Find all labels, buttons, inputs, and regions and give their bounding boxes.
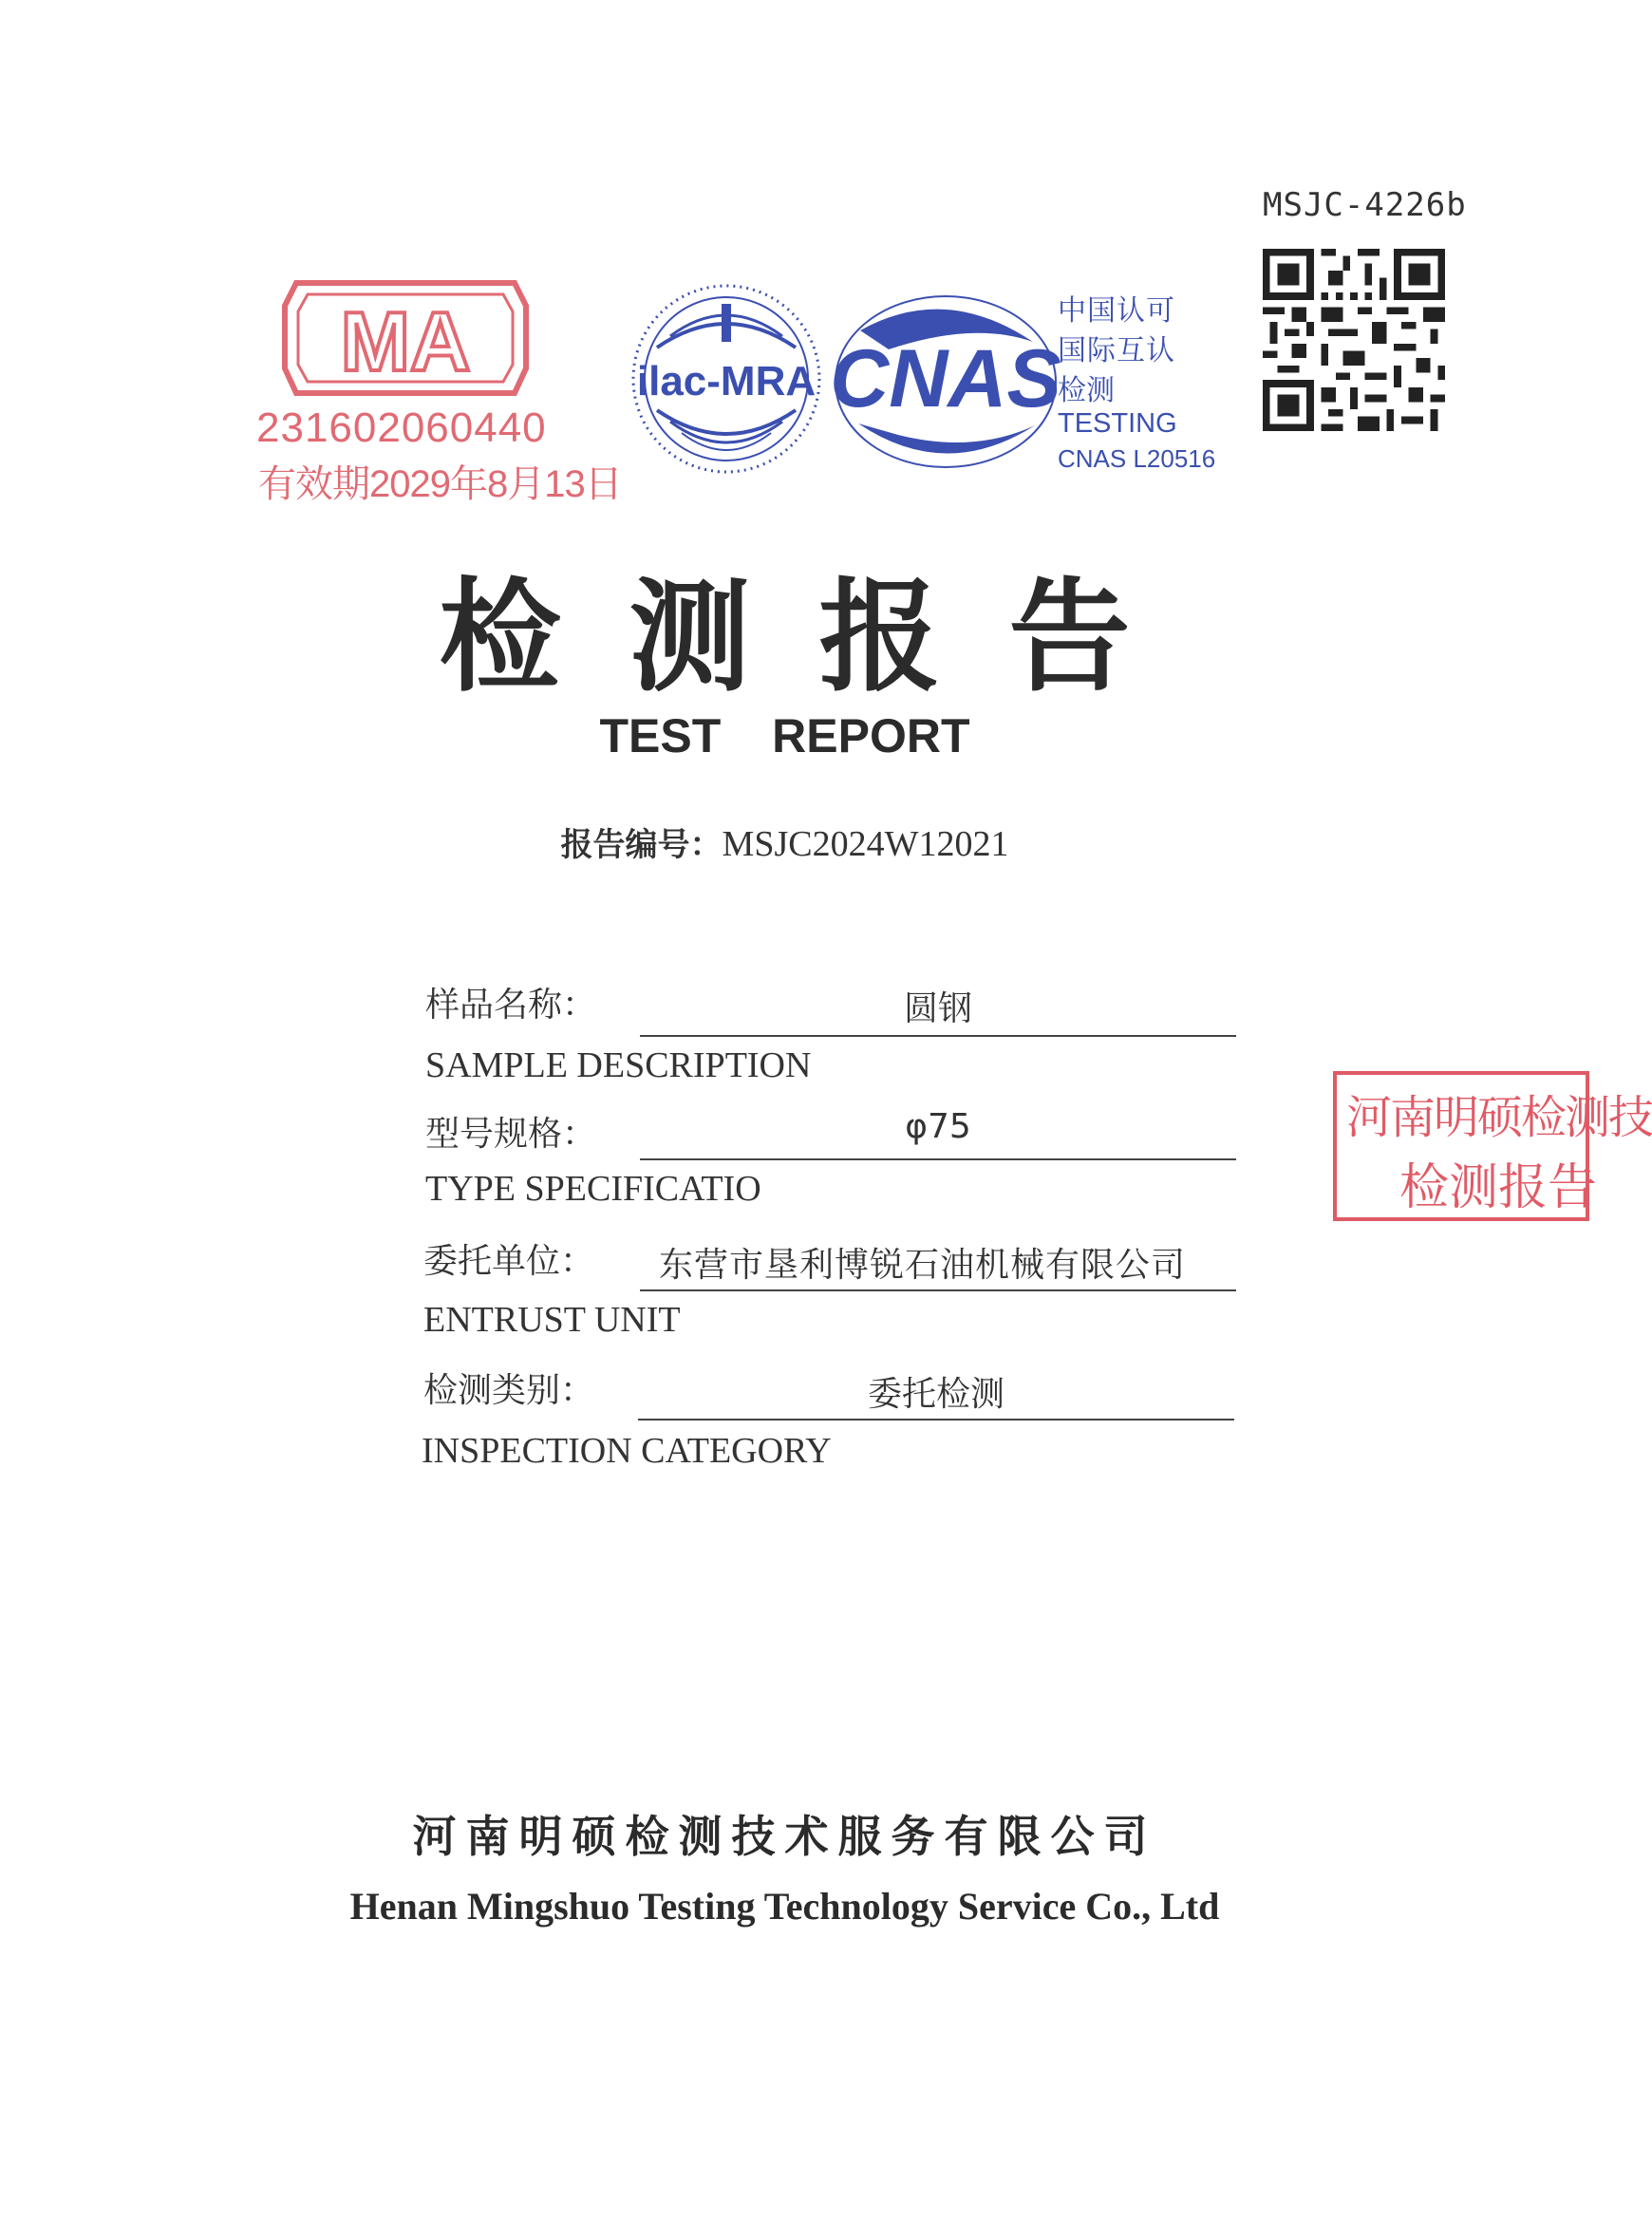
stamp-report-text: 检测报告 bbox=[1399, 1159, 1598, 1216]
ma-logo-text: MA bbox=[340, 294, 471, 388]
type-underline bbox=[640, 1158, 1236, 1160]
cnas-text-testing-cn: 检测 bbox=[1058, 375, 1115, 406]
sample-value: 圆钢 bbox=[903, 989, 972, 1028]
cnas-text-mutual: 国际互认 bbox=[1058, 335, 1175, 367]
ma-certificate-number: 231602060440 bbox=[256, 404, 547, 451]
ma-validity-date: 有效期2029年8月13日 bbox=[258, 463, 622, 505]
sample-label-en: SAMPLE DESCRIPTION bbox=[425, 1045, 812, 1085]
category-label-en: INSPECTION CATEGORY bbox=[422, 1431, 832, 1471]
category-underline bbox=[638, 1419, 1234, 1420]
type-label: 型号规格： bbox=[425, 1115, 597, 1154]
type-value: φ75 bbox=[905, 1107, 971, 1146]
cnas-logo bbox=[832, 292, 1060, 471]
entrust-value: 东营市垦利博锐石油机械有限公司 bbox=[659, 1246, 1187, 1285]
ilac-logo-text: ilac-MRA bbox=[636, 358, 817, 404]
category-value: 委托检测 bbox=[867, 1375, 1004, 1414]
report-number-value: MSJC2024W12021 bbox=[722, 824, 1009, 864]
page-title-cn: 检测报告 bbox=[439, 566, 1199, 708]
sample-underline bbox=[640, 1035, 1236, 1037]
entrust-label: 委托单位： bbox=[423, 1242, 595, 1281]
document-code: MSJC-4226b bbox=[1263, 186, 1467, 224]
stamp-company-text: 河南明硕检测技 bbox=[1346, 1091, 1652, 1144]
cnas-text-recognition: 中国认可 bbox=[1058, 295, 1175, 327]
cnas-logo-text: CNAS bbox=[830, 333, 1061, 424]
company-name-en: Henan Mingshuo Testing Technology Service Co., Ltd bbox=[349, 1885, 1220, 1928]
company-seal-stamp bbox=[1333, 1071, 1652, 1221]
page-title-en: TEST REPORT bbox=[599, 709, 970, 762]
qr-code-icon bbox=[1263, 249, 1445, 431]
sample-label: 样品名称： bbox=[425, 986, 597, 1025]
entrust-label-en: ENTRUST UNIT bbox=[423, 1300, 681, 1340]
entrust-underline bbox=[640, 1289, 1236, 1291]
cnas-accreditation-number: CNAS L20516 bbox=[1058, 444, 1216, 473]
type-label-en: TYPE SPECIFICATIO bbox=[425, 1169, 761, 1209]
ilac-mra-logo bbox=[629, 281, 824, 477]
report-number bbox=[0, 818, 1569, 865]
category-label: 检测类别： bbox=[423, 1371, 595, 1410]
cnas-text-testing-en: TESTING bbox=[1058, 408, 1177, 439]
company-name-cn: 河南明硕检测技术服务有限公司 bbox=[412, 1811, 1157, 1862]
ma-certification-logo bbox=[277, 273, 534, 403]
report-number-label: 报告编号： bbox=[560, 826, 723, 864]
